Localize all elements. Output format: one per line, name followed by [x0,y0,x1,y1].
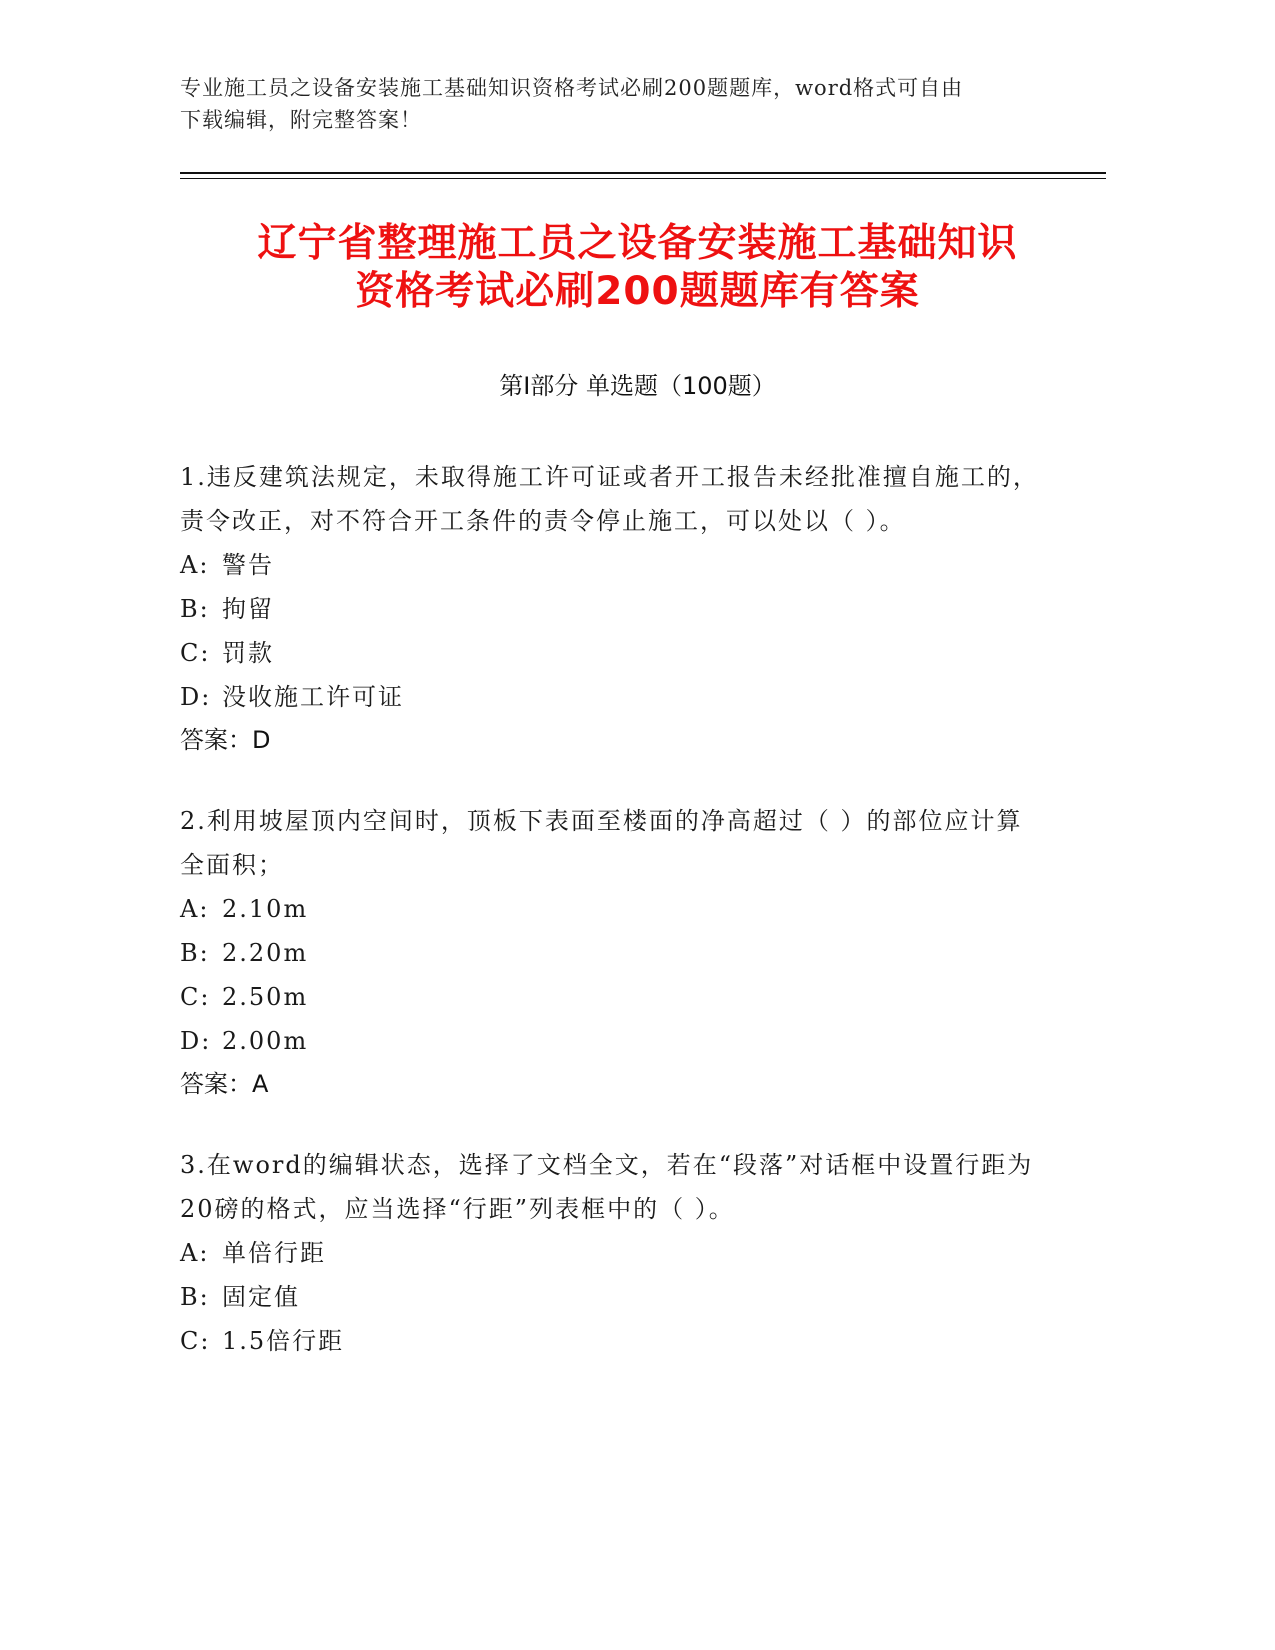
question-1-answer: 答案：D [180,726,271,754]
option-key: A: [180,895,210,923]
option-text: 2.10m [222,895,309,923]
header-note-line-1: 专业施工员之设备安装施工基础知识资格考试必刷200题题库，word格式可自由 [180,76,964,100]
question-1-option-a [180,543,1040,587]
option-key: B: [180,595,210,623]
question-2-answer: 答案：A [180,1070,269,1098]
option-key: A: [180,1239,210,1267]
option-text: 警告 [222,551,274,579]
option-text: 单倍行距 [222,1239,326,1267]
header-note [180,72,1060,136]
option-key: B: [180,1283,210,1311]
question-1-option-d [180,675,1040,719]
option-text: 2.00m [222,1027,309,1055]
option-key: C: [180,1327,211,1355]
option-text: 2.50m [222,983,309,1011]
question-3-option-c [180,1319,1040,1363]
option-key: D: [180,1027,212,1055]
question-list [180,455,1040,1401]
option-text: 没收施工许可证 [222,683,404,711]
question-2-option-d [180,1019,1040,1063]
question-2-option-c [180,975,1040,1019]
option-key: C: [180,639,211,667]
question-1-text: 1.违反建筑法规定，未取得施工许可证或者开工报告未经批准擅自施工的，责令改正，对不符合开工条件的责令停止施工，可以处以（ ）。 [180,463,1039,535]
question-2-text: 2.利用坡屋顶内空间时，顶板下表面至楼面的净高超过（ ）的部位应计算全面积； [180,807,1023,879]
question-3-option-b [180,1275,1040,1319]
option-text: 1.5倍行距 [222,1327,345,1355]
question-3 [180,1143,1040,1363]
question-2-option-a [180,887,1040,931]
title-line-2: 资格考试必刷200题题库有答案 [355,269,920,314]
option-key: B: [180,939,210,967]
option-key: A: [180,551,210,579]
option-key: D: [180,683,212,711]
question-3-text: 3.在word的编辑状态，选择了文档全文，若在“段落”对话框中设置行距为20磅的格式，应当选择“行距”列表框中的（ ）。 [180,1151,1034,1223]
question-1-option-c [180,631,1040,675]
section-heading: 第Ⅰ部分 单选题（100题） [499,372,776,400]
option-text: 2.20m [222,939,309,967]
option-text: 拘留 [222,595,274,623]
header-divider-thin [180,178,1106,179]
question-2-option-b [180,931,1040,975]
document-title [140,220,1135,316]
title-line-1: 辽宁省整理施工员之设备安装施工基础知识 [257,221,1018,266]
option-text: 固定值 [222,1283,300,1311]
question-1 [180,455,1040,761]
question-2 [180,799,1040,1105]
header-divider-thick [180,172,1106,174]
question-3-option-a [180,1231,1040,1275]
option-key: C: [180,983,211,1011]
question-1-option-b [180,587,1040,631]
header-note-line-2: 下载编辑，附完整答案！ [180,108,422,132]
option-text: 罚款 [222,639,274,667]
